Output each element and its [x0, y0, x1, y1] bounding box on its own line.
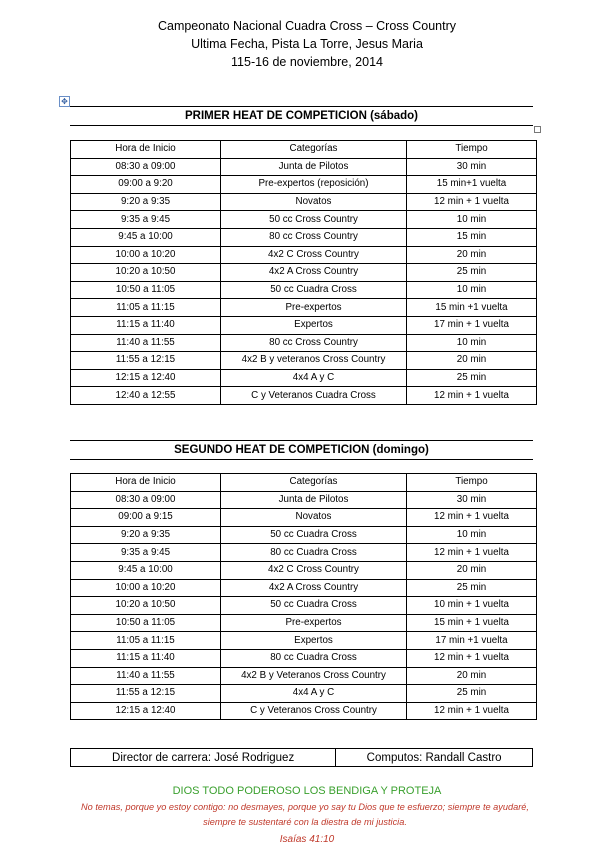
cell-categoria: 80 cc Cross Country [221, 228, 407, 246]
heat1-table [70, 140, 537, 405]
cell-hora: 11:55 a 12:15 [71, 685, 221, 703]
table-row [71, 369, 537, 387]
column-header-categorias: Categorías [221, 141, 407, 159]
cell-tiempo: 12 min + 1 vuelta [407, 649, 537, 667]
table-row [71, 544, 537, 562]
bible-verse: No temas, porque yo estoy contigo: no desmayes, porque yo say tu Dios que te esfuerzo; siempre te ayudaré, siempre te sustentaré con la diestra de mi justicia. [81, 802, 529, 827]
table-row [71, 614, 537, 632]
cell-hora: 08:30 a 09:00 [71, 158, 221, 176]
event-date: 115-16 de noviembre, 2014 [231, 55, 383, 69]
officials-table [70, 748, 533, 767]
table-row [71, 176, 537, 194]
event-venue: Ultima Fecha, Pista La Torre, Jesus Maria [191, 37, 423, 51]
cell-categoria: 4x4 A y C [221, 369, 407, 387]
cell-categoria: Expertos [221, 316, 407, 334]
cell-tiempo: 17 min +1 vuelta [407, 632, 537, 650]
table-row [71, 597, 537, 615]
cell-tiempo: 15 min+1 vuelta [407, 176, 537, 194]
cell-hora: 11:40 a 11:55 [71, 667, 221, 685]
table-row [71, 228, 537, 246]
cell-hora: 10:20 a 10:50 [71, 597, 221, 615]
cell-categoria: 50 cc Cuadra Cross [221, 597, 407, 615]
cell-tiempo: 12 min + 1 vuelta [407, 509, 537, 527]
cell-categoria: 4x2 C Cross Country [221, 561, 407, 579]
cell-hora: 9:45 a 10:00 [71, 228, 221, 246]
cell-hora: 12:15 a 12:40 [71, 369, 221, 387]
table-row [71, 334, 537, 352]
table-move-handle-icon[interactable]: ✥ [59, 96, 70, 107]
cell-tiempo: 12 min + 1 vuelta [407, 544, 537, 562]
table-row [71, 561, 537, 579]
cell-tiempo: 10 min [407, 211, 537, 229]
cell-categoria: 50 cc Cuadra Cross [221, 526, 407, 544]
cell-hora: 11:05 a 11:15 [71, 632, 221, 650]
document-title: Campeonato Nacional Cuadra Cross – Cross Country [157, 19, 457, 33]
cell-hora: 11:40 a 11:55 [71, 334, 221, 352]
cell-hora: 10:50 a 11:05 [71, 614, 221, 632]
cell-tiempo: 12 min + 1 vuelta [407, 193, 537, 211]
cell-categoria: Pre-expertos [221, 299, 407, 317]
table-row [71, 649, 537, 667]
cell-tiempo: 20 min [407, 246, 537, 264]
cell-tiempo: 25 min [407, 579, 537, 597]
blessing-text: DIOS TODO PODEROSO LOS BENDIGA Y PROTEJA [172, 785, 442, 797]
cell-categoria: 50 cc Cuadra Cross [221, 281, 407, 299]
table-row [71, 264, 537, 282]
cell-categoria: C y Veteranos Cross Country [221, 702, 407, 720]
cell-hora: 9:35 a 9:45 [71, 544, 221, 562]
cell-tiempo: 25 min [407, 369, 537, 387]
cell-hora: 9:20 a 9:35 [71, 526, 221, 544]
column-header-hora: Hora de Inicio [71, 141, 221, 159]
cell-hora: 11:15 a 11:40 [71, 649, 221, 667]
table-row [71, 579, 537, 597]
table-row [71, 632, 537, 650]
cell-hora: 10:50 a 11:05 [71, 281, 221, 299]
cell-tiempo: 25 min [407, 685, 537, 703]
cell-tiempo: 15 min +1 vuelta [407, 299, 537, 317]
table-row [71, 491, 537, 509]
heat1-title: PRIMER HEAT DE COMPETICION (sábado) [70, 106, 533, 126]
table-row [71, 702, 537, 720]
cell-categoria: 4x2 B y veteranos Cross Country [221, 352, 407, 370]
cell-categoria: 80 cc Cuadra Cross [221, 649, 407, 667]
heat2-title: SEGUNDO HEAT DE COMPETICION (domingo) [70, 440, 533, 460]
cell-tiempo: 15 min [407, 228, 537, 246]
table-row [71, 526, 537, 544]
cell-categoria: 4x2 A Cross Country [221, 264, 407, 282]
cell-hora: 08:30 a 09:00 [71, 491, 221, 509]
cell-tiempo: 10 min [407, 281, 537, 299]
table-row [71, 667, 537, 685]
cell-categoria: Novatos [221, 509, 407, 527]
cell-categoria: 80 cc Cuadra Cross [221, 544, 407, 562]
cell-categoria: C y Veteranos Cuadra Cross [221, 387, 407, 405]
table-row [71, 193, 537, 211]
cell-categoria: 4x2 B y Veteranos Cross Country [221, 667, 407, 685]
cell-hora: 11:05 a 11:15 [71, 299, 221, 317]
cell-hora: 09:00 a 9:15 [71, 509, 221, 527]
cell-categoria: Expertos [221, 632, 407, 650]
cell-hora: 9:45 a 10:00 [71, 561, 221, 579]
table-row [71, 316, 537, 334]
table-row [71, 246, 537, 264]
heat1-header-row [71, 141, 537, 159]
cell-tiempo: 30 min [407, 158, 537, 176]
cell-hora: 9:35 a 9:45 [71, 211, 221, 229]
cell-hora: 09:00 a 9:20 [71, 176, 221, 194]
cell-categoria: Junta de Pilotos [221, 158, 407, 176]
column-header-hora: Hora de Inicio [71, 474, 221, 492]
cell-categoria: 4x2 A Cross Country [221, 579, 407, 597]
cell-tiempo: 20 min [407, 352, 537, 370]
cell-hora: 9:20 a 9:35 [71, 193, 221, 211]
timing-official: Computos: Randall Castro [336, 749, 533, 767]
heat2-header-row [71, 474, 537, 492]
cell-tiempo: 20 min [407, 667, 537, 685]
cell-hora: 11:15 a 11:40 [71, 316, 221, 334]
cell-categoria: 80 cc Cross Country [221, 334, 407, 352]
cell-hora: 10:00 a 10:20 [71, 579, 221, 597]
table-row [71, 281, 537, 299]
verse-reference: Isaías 41:10 [279, 834, 335, 845]
cell-hora: 10:00 a 10:20 [71, 246, 221, 264]
cell-categoria: 4x2 C Cross Country [221, 246, 407, 264]
cell-tiempo: 17 min + 1 vuelta [407, 316, 537, 334]
cell-categoria: Pre-expertos (reposición) [221, 176, 407, 194]
cell-tiempo: 30 min [407, 491, 537, 509]
cell-tiempo: 10 min [407, 526, 537, 544]
cell-hora: 12:40 a 12:55 [71, 387, 221, 405]
cell-tiempo: 15 min + 1 vuelta [407, 614, 537, 632]
table-row [71, 299, 537, 317]
cell-categoria: 4x4 A y C [221, 685, 407, 703]
heat2-table [70, 473, 537, 720]
table-row [71, 387, 537, 405]
cell-tiempo: 12 min + 1 vuelta [407, 387, 537, 405]
cell-tiempo: 10 min + 1 vuelta [407, 597, 537, 615]
cell-tiempo: 12 min + 1 vuelta [407, 702, 537, 720]
cell-tiempo: 20 min [407, 561, 537, 579]
table-row [71, 509, 537, 527]
cell-categoria: Novatos [221, 193, 407, 211]
cell-categoria: Pre-expertos [221, 614, 407, 632]
cell-hora: 12:15 a 12:40 [71, 702, 221, 720]
column-header-categorias: Categorías [221, 474, 407, 492]
cell-hora: 10:20 a 10:50 [71, 264, 221, 282]
table-row [71, 352, 537, 370]
cell-categoria: 50 cc Cross Country [221, 211, 407, 229]
race-director: Director de carrera: José Rodriguez [71, 749, 336, 767]
table-row [71, 211, 537, 229]
cell-tiempo: 10 min [407, 334, 537, 352]
cell-hora: 11:55 a 12:15 [71, 352, 221, 370]
table-row [71, 685, 537, 703]
cell-tiempo: 25 min [407, 264, 537, 282]
column-header-tiempo: Tiempo [407, 474, 537, 492]
table-resize-handle-icon[interactable] [534, 126, 541, 133]
cell-categoria: Junta de Pilotos [221, 491, 407, 509]
column-header-tiempo: Tiempo [407, 141, 537, 159]
table-row [71, 158, 537, 176]
